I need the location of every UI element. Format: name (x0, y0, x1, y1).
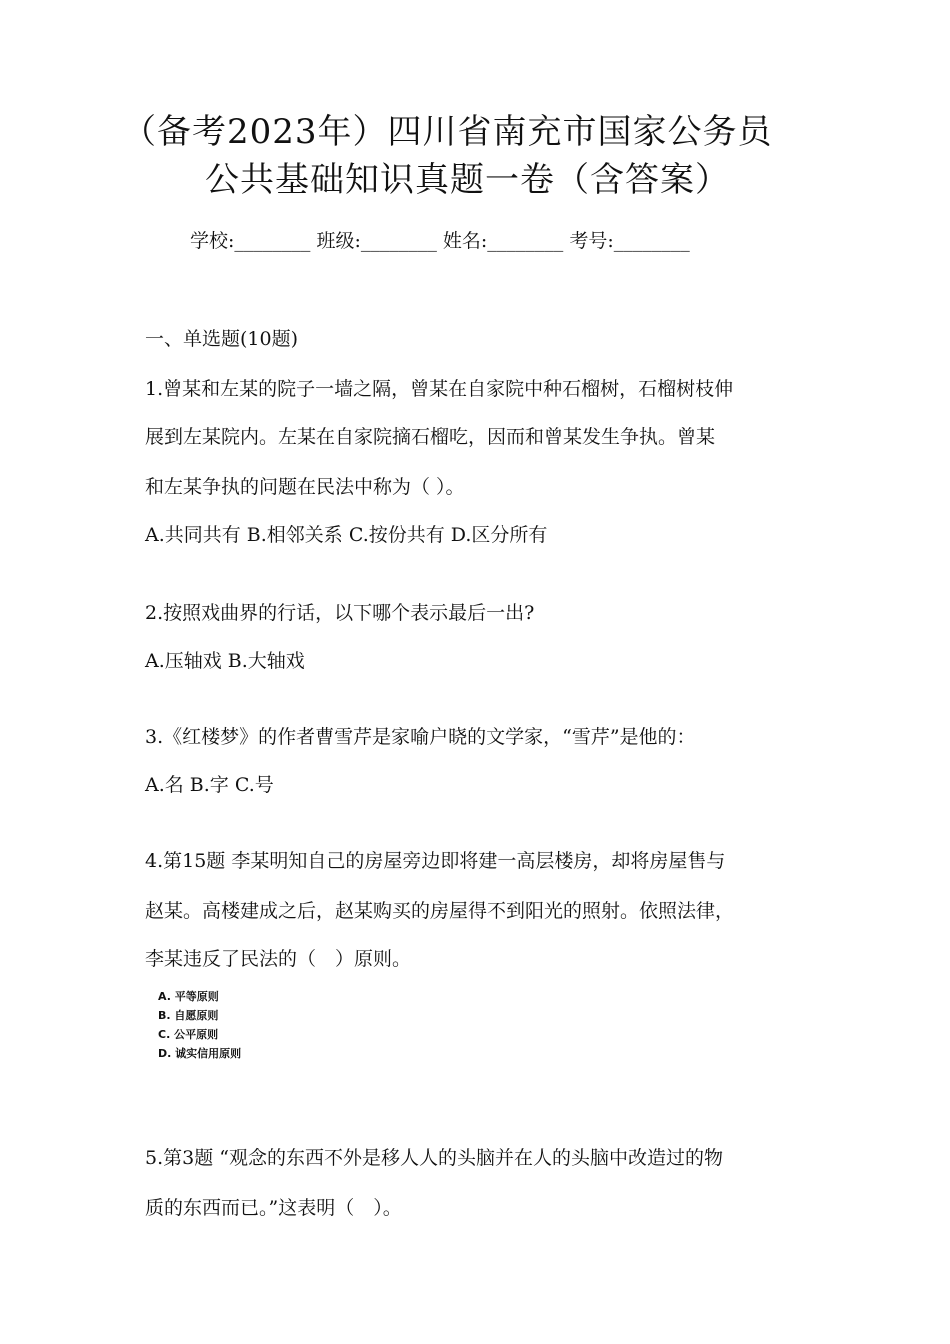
question-4-option-b: B. 自愿原则 (158, 1009, 219, 1022)
question-3-options: A.名 B.字 C.号 (145, 774, 274, 796)
question-1-line-2: 展到左某院内。左某在自家院摘石榴吃，因而和曾某发生争执。曾某 (145, 426, 716, 448)
question-4-line-1: 4.第15题 李某明知自己的房屋旁边即将建一高层楼房，却将房屋售与 (145, 850, 726, 872)
question-4-option-d: D. 诚实信用原则 (158, 1047, 242, 1060)
question-2-line-1: 2.按照戏曲界的行话，以下哪个表示最后一出? (145, 602, 535, 624)
question-5-line-1: 5.第3题 “观念的东西不外是移人人的头脑并在人的头脑中改造过的物 (145, 1147, 723, 1169)
question-1-line-1: 1.曾某和左某的院子一墙之隔，曾某在自家院中种石榴树，石榴树枝伸 (145, 378, 734, 400)
section-heading: 一、单选题(10题) (145, 328, 299, 350)
title-line-2: 公共基础知识真题一卷（含答案） (205, 160, 730, 200)
question-3-line-1: 3.《红楼梦》的作者曹雪芹是家喻户晓的文学家，“雪芹”是他的： (145, 726, 696, 748)
student-info-fields: 学校:________ 班级:________ 姓名:________ 考号:________ (190, 230, 690, 252)
question-4-line-3: 李某违反了民法的（ ）原则。 (145, 948, 412, 970)
question-1-line-3: 和左某争执的问题在民法中称为（ ）。 (145, 476, 465, 498)
question-1-options: A.共同共有 B.相邻关系 C.按份共有 D.区分所有 (145, 524, 548, 546)
question-4-option-a: A. 平等原则 (158, 990, 219, 1003)
question-5-line-2: 质的东西而已。”这表明（ ）。 (145, 1197, 402, 1219)
title-line-1: （备考2023年）四川省南充市国家公务员 (122, 112, 773, 152)
question-4-option-c: C. 公平原则 (158, 1028, 219, 1041)
question-2-options: A.压轴戏 B.大轴戏 (145, 650, 305, 672)
question-4-line-2: 赵某。高楼建成之后，赵某购买的房屋得不到阳光的照射。依照法律， (145, 900, 735, 922)
